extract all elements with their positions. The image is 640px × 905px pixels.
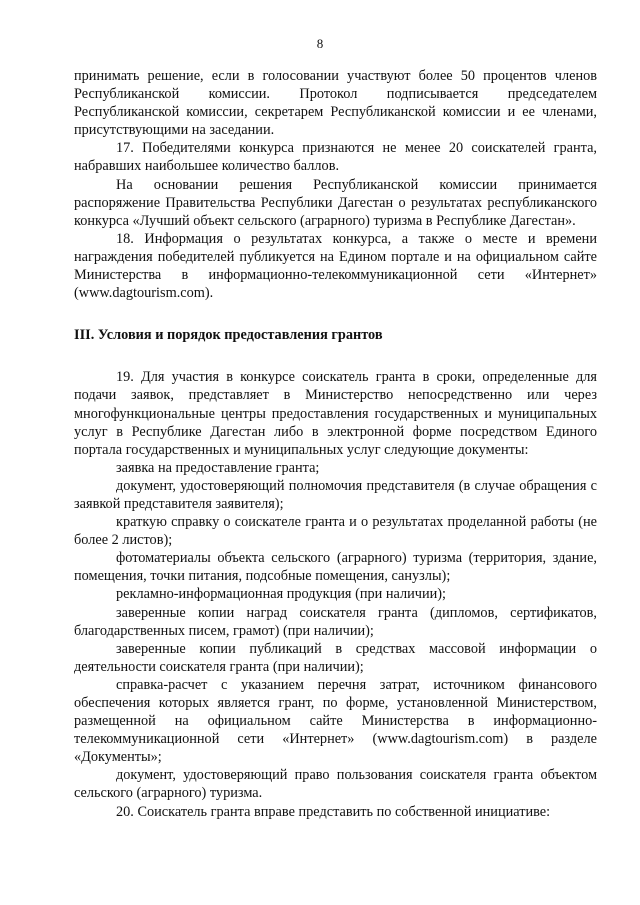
section-heading: III. Условия и порядок предоставления грантов (74, 327, 383, 344)
paragraph-17: 17. Победителями конкурса признаются не менее 20 соискателей гранта, набравших наибольшее количество баллов. (74, 140, 597, 175)
list-item: документ, удостоверяющий полномочия представителя (в случае обращения с заявкой представителя заявителя); (74, 477, 597, 512)
paragraph-voting: принимать решение, если в голосовании участвуют более 50 процентов членов Республиканской комиссии. Протокол подписывается председателем Республиканской комиссии, секретарем Республиканской комиссии и ее членами, присутствующими на заседании. (74, 68, 597, 139)
paragraph-decision: На основании решения Республиканской комиссии принимается распоряжение Правительства Республики Дагестан о результатах республиканского конкурса «Лучший объект сельского (аграрного) туризма в Республике Дагестан». (74, 176, 597, 229)
document-body (74, 67, 597, 821)
paragraph-19: 19. Для участия в конкурсе соискатель гранта в сроки, определенные для подачи заявок, представляет в Министерство непосредственно или через многофункциональные центры предоставления государственных и муниципальных услуг в Республике Дагестан либо в электронной форме посредством Единого портала государственных и муниципальных услуг следующие документы: (74, 369, 597, 458)
list-item: фотоматериалы объекта сельского (аграрного) туризма (территория, здание, помещения, точки питания, подсобные помещения, санузлы); (74, 550, 597, 585)
list-item: заверенные копии наград соискателя гранта (дипломов, сертификатов, благодарственных писем, грамот) (при наличии); (74, 604, 597, 639)
list-item: справка-расчет с указанием перечня затрат, источником финансового обеспечения которых является грант, по форме, установленной Министерством, размещенной на официальном сайте Министерства в информационно-телекоммуникационной сети «Интернет» (www.dagtourism.com) в разделе «Документы»; (74, 676, 597, 766)
paragraph-20: 20. Соискатель гранта вправе представить по собственной инициативе: (116, 803, 551, 820)
list-item: заверенные копии публикаций в средствах массовой информации о деятельности соискателя гранта (при наличии); (74, 640, 597, 675)
page-number: 8 (316, 36, 324, 51)
list-item: заявка на предоставление гранта; (116, 459, 320, 476)
list-item: рекламно-информационная продукция (при наличии); (116, 586, 446, 603)
paragraph-18: 18. Информация о результатах конкурса, а также о месте и времени награждения победителей публикуется на Едином портале и на официальном сайте Министерства в информационно-телекоммуникационной сети «Интернет» (www.dagtourism.com). (74, 230, 597, 302)
list-item: краткую справку о соискателе гранта и о результатах проделанной работы (не более 2 листов); (74, 514, 597, 549)
list-item: документ, удостоверяющий право пользования соискателя гранта объектом сельского (аграрного) туризма. (74, 767, 597, 802)
